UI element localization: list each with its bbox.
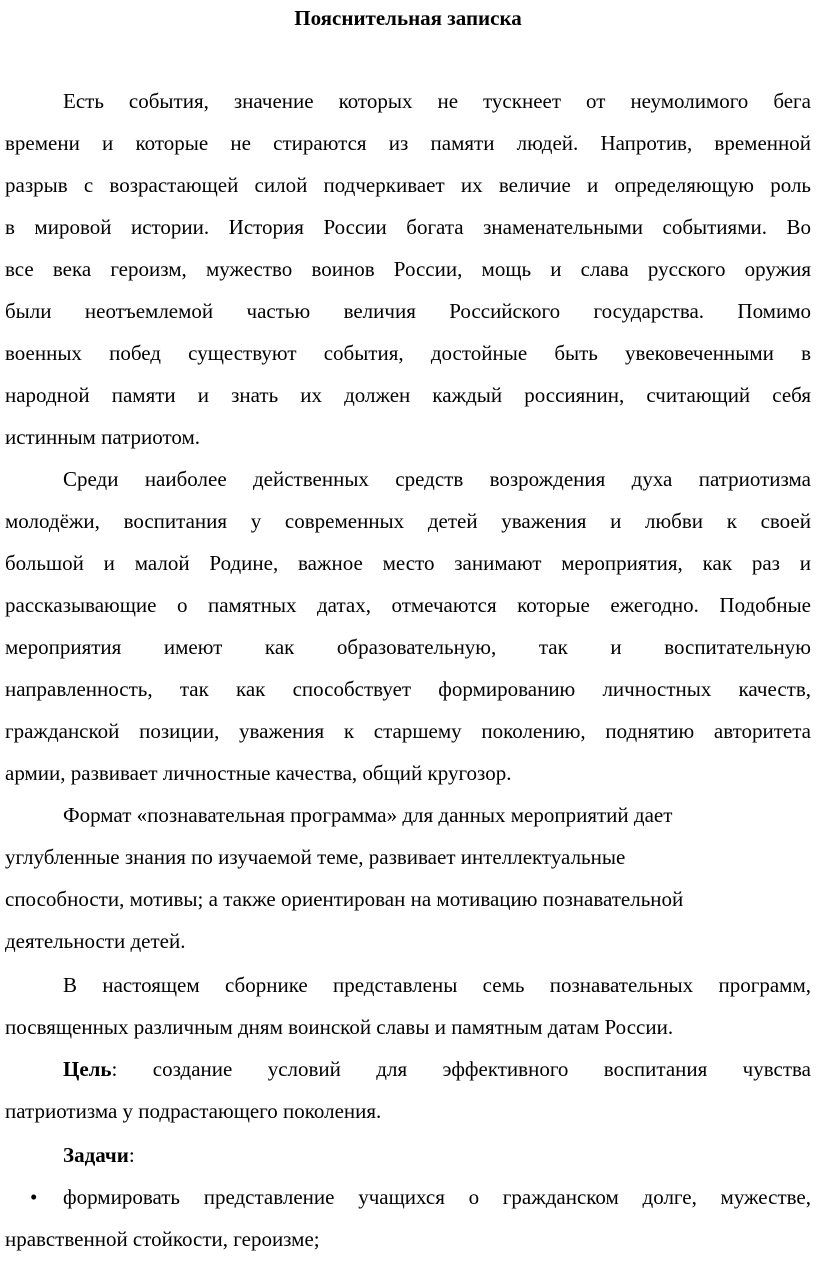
paragraph-1-line: разрыв с возрастающей силой подчеркивает их величие и определяющую роль bbox=[5, 173, 811, 197]
goal-label: Цель bbox=[63, 1057, 112, 1081]
paragraph-1-line: военных побед существуют события, достойные быть увековеченными в bbox=[5, 341, 811, 365]
paragraph-2-line: молодёжи, воспитания у современных детей уважения и любви к своей bbox=[5, 509, 811, 533]
paragraph-1-line: в мировой истории. История России богата знаменательными событиями. Во bbox=[5, 215, 811, 239]
goal-text: : создание условий для эффективного воспитания чувства bbox=[111, 1057, 811, 1081]
paragraph-1-line: были неотъемлемой частью величия Российского государства. Помимо bbox=[5, 299, 811, 323]
paragraph-1-line: все века героизм, мужество воинов России, мощь и слава русского оружия bbox=[5, 257, 811, 281]
paragraph-3-line: Формат «познавательная программа» для данных мероприятий дает bbox=[63, 803, 673, 827]
tasks-colon: : bbox=[128, 1143, 135, 1167]
tasks-label: Задачи bbox=[63, 1143, 129, 1167]
paragraph-3-line: углубленные знания по изучаемой теме, развивает интеллектуальные bbox=[5, 845, 626, 869]
paragraph-3-line: деятельности детей. bbox=[5, 929, 186, 953]
task-item-line: формировать представление учащихся о гражданском долге, мужестве, bbox=[63, 1185, 811, 1209]
paragraph-2-line: армии, развивает личностные качества, общий кругозор. bbox=[5, 761, 512, 785]
goal-line: патриотизма у подрастающего поколения. bbox=[5, 1099, 382, 1123]
paragraph-4-line: В настоящем сборнике представлены семь познавательных программ, bbox=[63, 973, 811, 997]
paragraph-1-line: времени и которые не стираются из памяти людей. Напротив, временной bbox=[5, 131, 811, 155]
paragraph-2-line: гражданской позиции, уважения к старшему поколению, поднятию авторитета bbox=[5, 719, 811, 743]
goal-line bbox=[63, 1055, 811, 1083]
tasks-heading bbox=[63, 1141, 811, 1169]
document-title: Пояснительная записка bbox=[294, 6, 522, 30]
paragraph-1-line: Есть события, значение которых не тускнеет от неумолимого бега bbox=[63, 89, 811, 113]
paragraph-2-line: мероприятия имеют как образовательную, так и воспитательную bbox=[5, 635, 811, 659]
task-item-line: нравственной стойкости, героизме; bbox=[5, 1227, 320, 1251]
paragraph-2-line: большой и малой Родине, важное место занимают мероприятия, как раз и bbox=[5, 551, 811, 575]
bullet-icon: • bbox=[30, 1185, 38, 1209]
paragraph-3-line: способности, мотивы; а также ориентирован на мотивацию познавательной bbox=[5, 887, 684, 911]
paragraph-2-line: Среди наиболее действенных средств возрождения духа патриотизма bbox=[63, 467, 811, 491]
paragraph-4-line: посвященных различным дням воинской славы и памятным датам России. bbox=[5, 1015, 674, 1039]
paragraph-1-line: народной памяти и знать их должен каждый россиянин, считающий себя bbox=[5, 383, 811, 407]
paragraph-2-line: рассказывающие о памятных датах, отмечаются которые ежегодно. Подобные bbox=[5, 593, 811, 617]
paragraph-1-line: истинным патриотом. bbox=[5, 425, 201, 449]
paragraph-2-line: направленность, так как способствует формированию личностных качеств, bbox=[5, 677, 811, 701]
